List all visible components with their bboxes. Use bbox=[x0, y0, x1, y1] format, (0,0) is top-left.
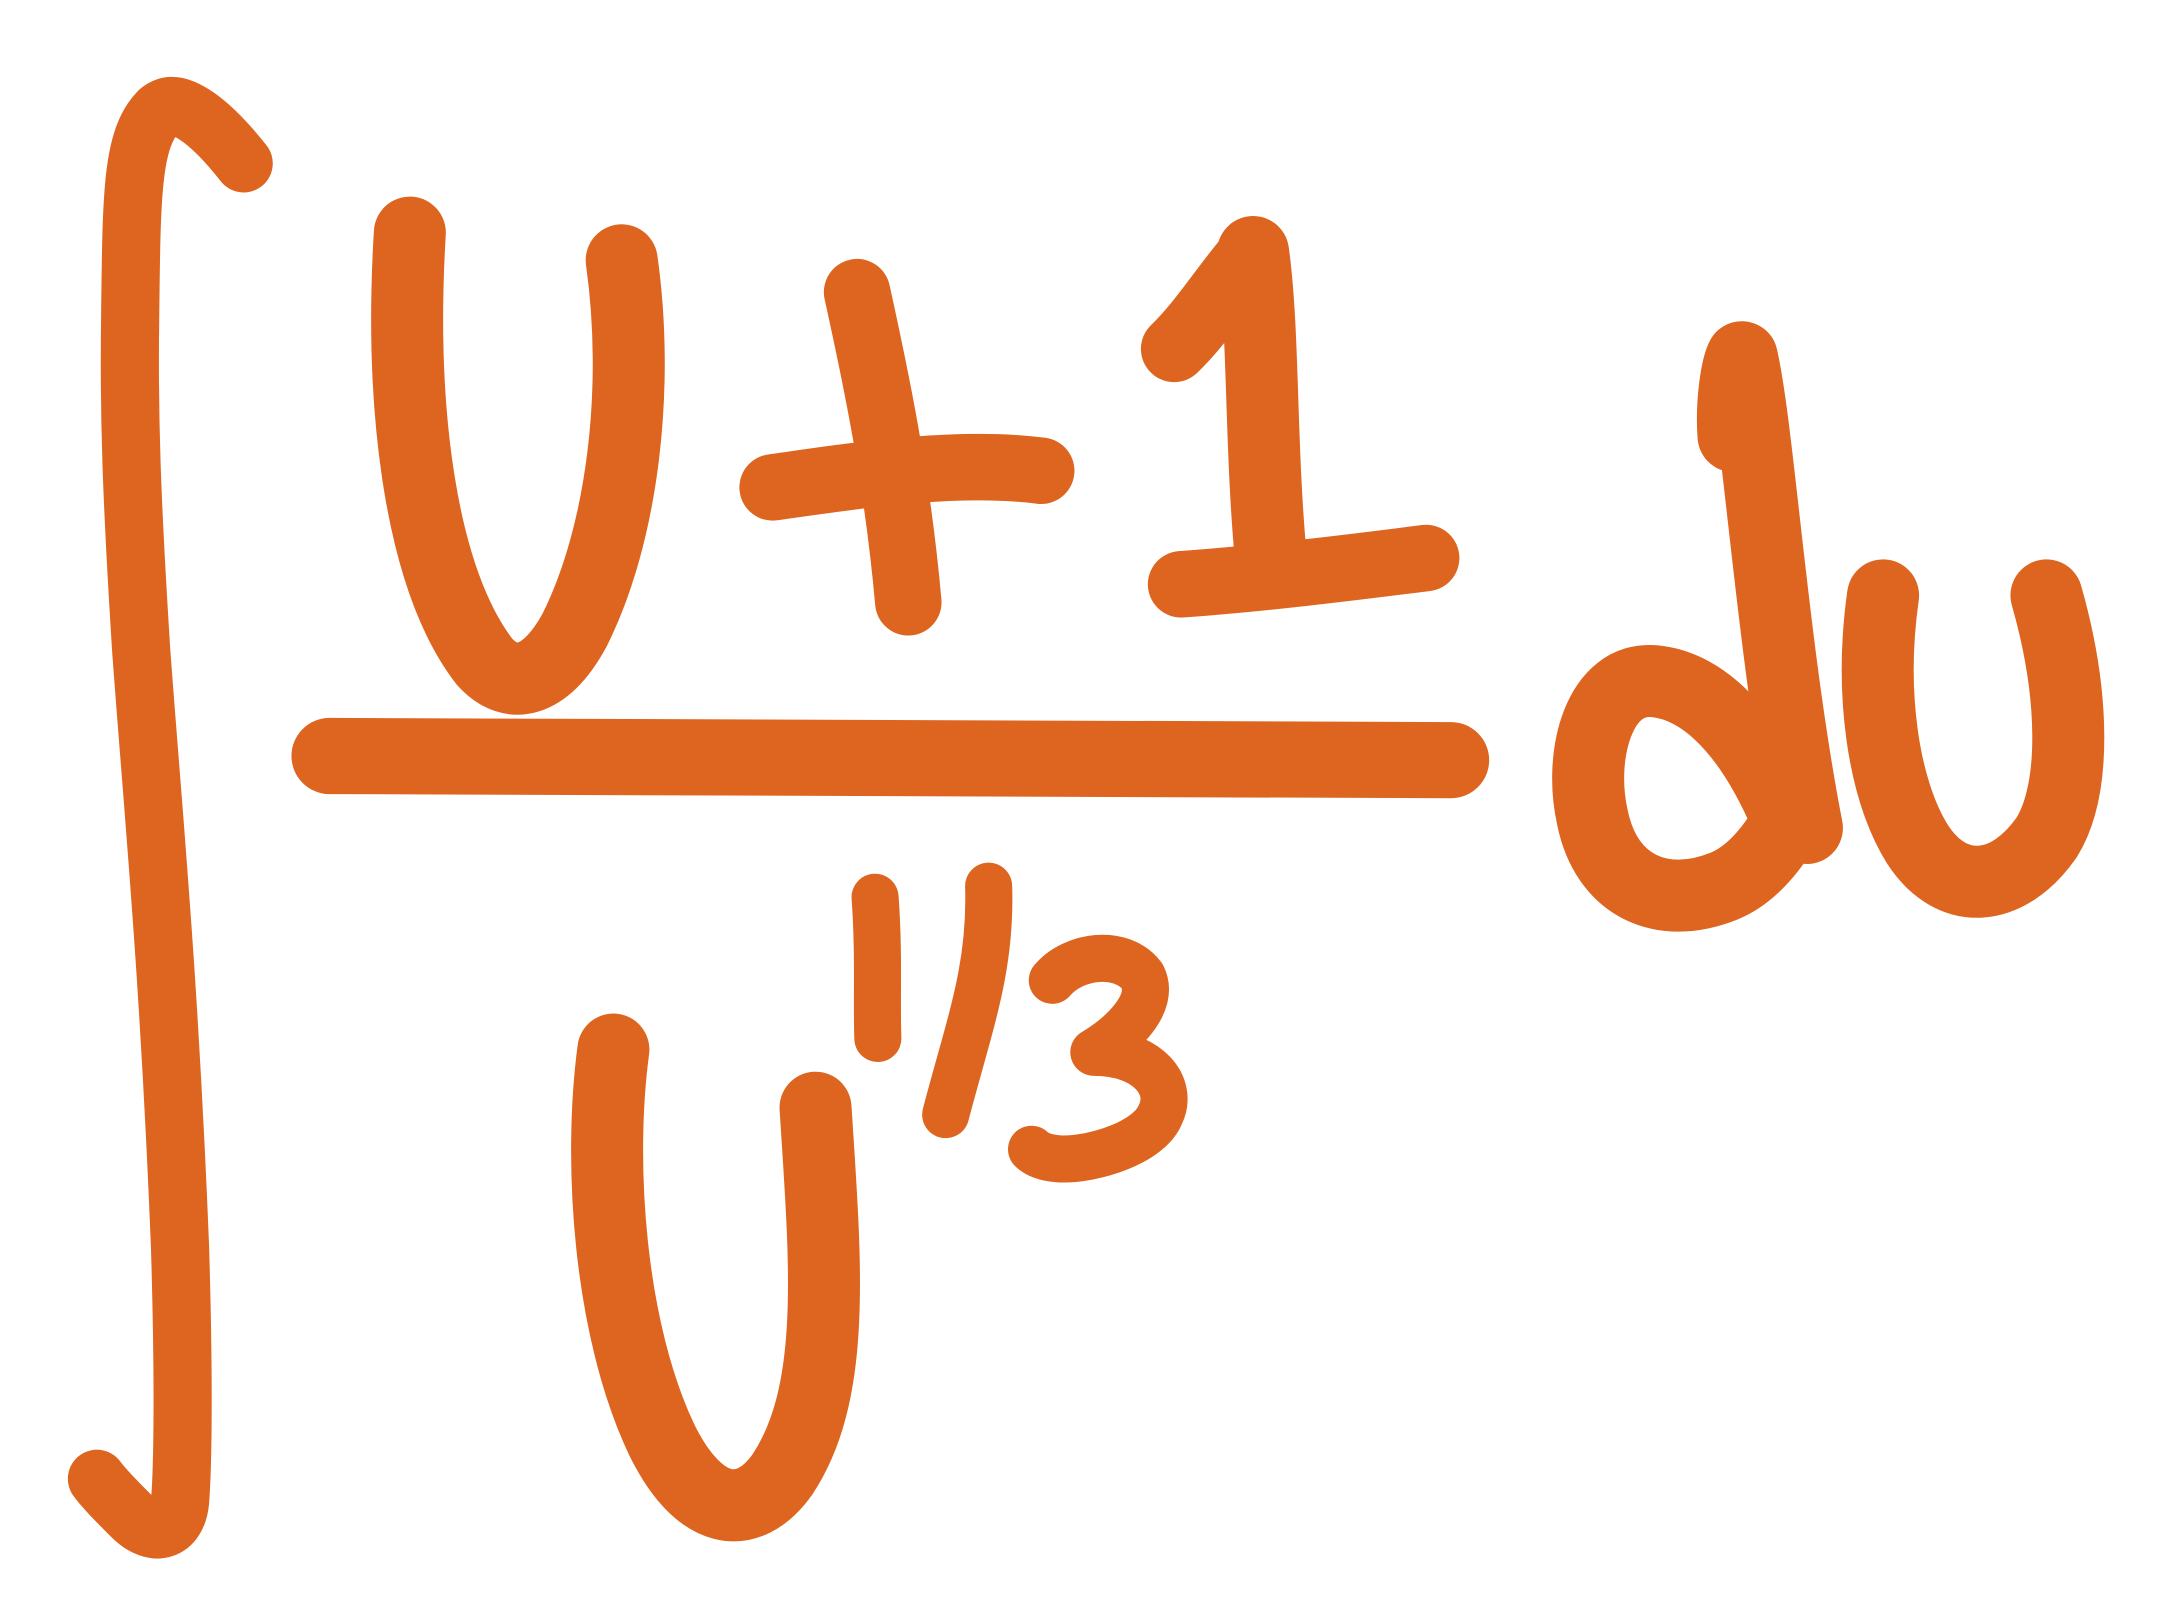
one-stem bbox=[1253, 252, 1271, 561]
exponent-one bbox=[875, 897, 878, 1038]
fraction-bar bbox=[330, 756, 1452, 760]
denominator-u bbox=[607, 1050, 824, 1506]
numerator bbox=[407, 233, 1426, 679]
integral-sign bbox=[97, 107, 244, 1530]
exponent-slash bbox=[946, 886, 989, 1114]
numerator-u bbox=[407, 233, 629, 679]
exponent-three bbox=[1032, 958, 1165, 1159]
denominator bbox=[607, 886, 1164, 1505]
du-u bbox=[1878, 595, 2069, 881]
one-base bbox=[1181, 558, 1426, 584]
differential bbox=[1588, 357, 2068, 895]
plus-horizontal bbox=[773, 467, 1042, 487]
